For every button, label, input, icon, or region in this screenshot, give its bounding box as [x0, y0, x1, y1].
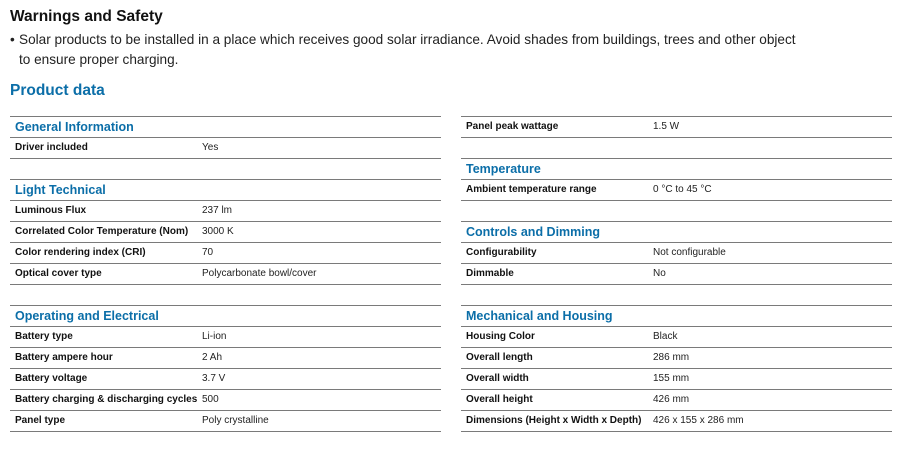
- section-light-technical: [10, 179, 441, 285]
- row-label: Panel peak wattage: [466, 121, 559, 132]
- row-value: 0 °C to 45 °C: [653, 184, 712, 195]
- table-row: [461, 117, 892, 138]
- row-label: Overall width: [466, 373, 529, 384]
- row-value: 426 mm: [653, 394, 690, 405]
- row-label: Panel type: [15, 415, 66, 426]
- table-row: [10, 327, 441, 348]
- section-panel: [461, 116, 892, 138]
- row-value: Li-ion: [202, 331, 227, 342]
- row-value: Not configurable: [653, 247, 726, 258]
- bullet-icon: •: [10, 32, 15, 47]
- section-heading: General Information: [10, 117, 441, 138]
- row-label: Overall height: [466, 394, 533, 405]
- table-row: [461, 180, 892, 201]
- row-value: Polycarbonate bowl/cover: [202, 268, 317, 279]
- row-value: 3000 K: [202, 226, 234, 237]
- row-label: Dimmable: [466, 268, 514, 279]
- row-value: No: [653, 268, 666, 279]
- warnings-title: Warnings and Safety: [10, 8, 163, 25]
- warnings-line-1-text: Solar products to be installed in a place which receives good solar irradiance. Avoid shades from buildings, trees and other object: [19, 32, 796, 47]
- table-row: [10, 348, 441, 369]
- row-value: 237 lm: [202, 205, 233, 216]
- row-value: 70: [202, 247, 214, 258]
- row-label: Battery voltage: [15, 373, 88, 384]
- row-label: Battery type: [15, 331, 73, 342]
- section-heading: Light Technical: [10, 180, 441, 201]
- table-row: [10, 411, 441, 432]
- table-row: [10, 138, 441, 159]
- row-label: Luminous Flux: [15, 205, 87, 216]
- row-label: Configurability: [466, 247, 537, 258]
- table-row: [10, 222, 441, 243]
- section-heading: Temperature: [461, 159, 892, 180]
- row-value: 426 x 155 x 286 mm: [653, 415, 744, 426]
- row-value: 500: [202, 394, 219, 405]
- warnings-text: [10, 30, 880, 70]
- section-heading: Mechanical and Housing: [461, 306, 892, 327]
- row-label: Battery ampere hour: [15, 352, 113, 363]
- row-value: Poly crystalline: [202, 415, 269, 426]
- right-column: [461, 116, 892, 432]
- row-value: 1.5 W: [653, 121, 680, 132]
- row-label: Dimensions (Height x Width x Depth): [466, 415, 642, 426]
- section-mechanical-housing: [461, 305, 892, 432]
- row-label: Correlated Color Temperature (Nom): [15, 226, 189, 237]
- left-column: [10, 116, 441, 432]
- table-row: [10, 201, 441, 222]
- table-row: [10, 243, 441, 264]
- table-row: [461, 369, 892, 390]
- table-row: [461, 243, 892, 264]
- row-label: Color rendering index (CRI): [15, 247, 146, 258]
- table-row: [10, 264, 441, 285]
- table-row: [461, 264, 892, 285]
- section-operating-electrical: [10, 305, 441, 432]
- table-row: [461, 348, 892, 369]
- row-label: Housing Color: [466, 331, 535, 342]
- row-value: 3.7 V: [202, 373, 226, 384]
- row-label: Overall length: [466, 352, 533, 363]
- product-data-title: Product data: [10, 82, 105, 99]
- table-row: [10, 369, 441, 390]
- row-value: 2 Ah: [202, 352, 223, 363]
- row-value: 155 mm: [653, 373, 690, 384]
- section-heading: Controls and Dimming: [461, 222, 892, 243]
- warnings-line-1: [10, 30, 880, 50]
- row-value: Yes: [202, 142, 219, 153]
- section-temperature: [461, 158, 892, 201]
- table-row: [461, 411, 892, 432]
- table-row: [10, 390, 441, 411]
- table-row: [461, 390, 892, 411]
- row-label: Driver included: [15, 142, 88, 153]
- section-general-information: [10, 116, 441, 159]
- row-label: Ambient temperature range: [466, 184, 597, 195]
- row-label: Battery charging & discharging cycles: [15, 394, 198, 405]
- row-value: Black: [653, 331, 678, 342]
- row-value: 286 mm: [653, 352, 690, 363]
- warnings-line-2: to ensure proper charging.: [19, 52, 179, 67]
- section-controls-dimming: [461, 221, 892, 285]
- table-row: [461, 327, 892, 348]
- section-heading: Operating and Electrical: [10, 306, 441, 327]
- row-label: Optical cover type: [15, 268, 102, 279]
